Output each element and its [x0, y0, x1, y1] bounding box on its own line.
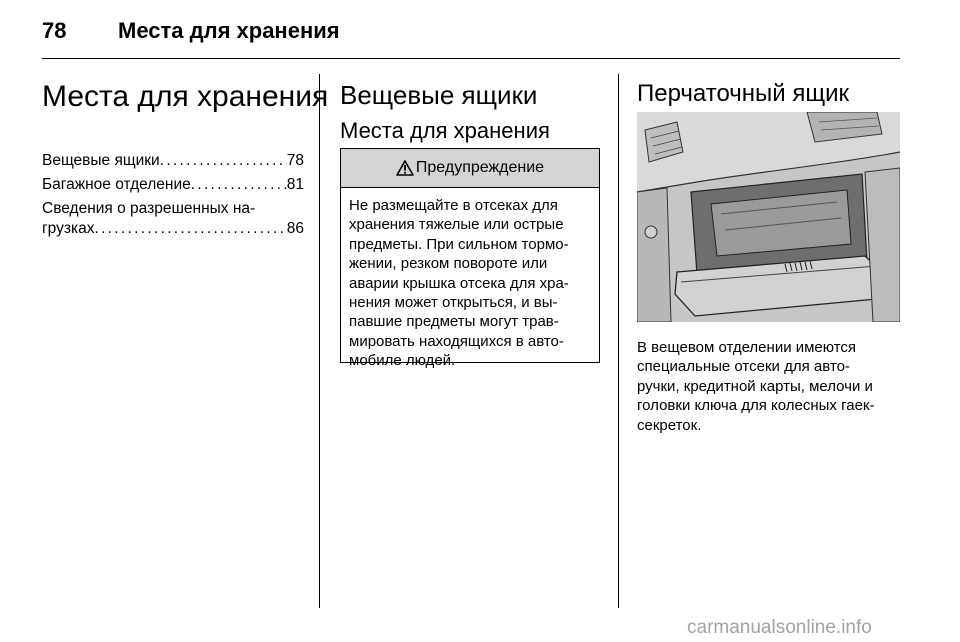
warning-line: павшие предметы могут трав- — [349, 313, 559, 331]
warning-line: предметы. При сильном тормо- — [349, 235, 569, 253]
running-header: Места для хранения — [118, 18, 340, 43]
toc-label: грузках — [42, 220, 95, 237]
section-title: Вещевые ящики — [340, 80, 538, 110]
warning-line: нения может открыться, и вы- — [349, 294, 558, 312]
toc-page-number: 78 — [286, 152, 304, 169]
warning-box — [340, 148, 600, 370]
watermark: carmanualsonline.info — [687, 617, 872, 638]
toc-label: Багажное отделение — [42, 176, 191, 193]
toc-label-line: Сведения о разрешенных на- — [42, 200, 256, 217]
body-line: головки ключа для колесных гаек- — [637, 397, 875, 415]
column-divider-2 — [618, 74, 619, 608]
body-text — [637, 338, 905, 435]
warning-line: хранения тяжелые или острые — [349, 216, 564, 234]
header-rule — [42, 58, 900, 59]
body-line: ручки, кредитной карты, мелочи и — [637, 377, 873, 395]
body-line: секреток. — [637, 416, 702, 434]
warning-title: Предупреждение — [415, 159, 545, 176]
chapter-title: Места для хранения — [42, 80, 329, 113]
section-title: Перчаточный ящик — [637, 80, 850, 107]
page-number: 78 — [42, 18, 67, 43]
toc-page-number: 81 — [286, 176, 304, 193]
warning-line: мировать находящихся в авто- — [349, 332, 564, 350]
toc-leader-dots — [94, 219, 286, 239]
warning-line: мобиле людей. — [349, 352, 456, 370]
warning-line: аварии крышка отсека для хра- — [349, 274, 569, 292]
toc-entry[interactable] — [42, 199, 304, 239]
body-line: В вещевом отделении имеются — [637, 339, 857, 356]
warning-header — [341, 149, 599, 188]
table-of-contents — [42, 151, 304, 243]
warning-text — [341, 188, 599, 371]
column-divider-1 — [319, 74, 320, 608]
toc-entry[interactable] — [42, 151, 304, 171]
toc-entry[interactable] — [42, 175, 304, 195]
toc-leader-dots — [191, 175, 287, 195]
warning-line: жении, резком повороте или — [349, 255, 548, 273]
glovebox-illustration — [637, 112, 900, 322]
toc-label: Вещевые ящики — [42, 152, 160, 169]
section-subtitle: Места для хранения — [340, 118, 550, 143]
warning-line: Не размещайте в отсеках для — [349, 197, 558, 214]
body-line: специальные отсеки для авто- — [637, 358, 850, 376]
toc-page-number: 86 — [286, 220, 304, 237]
toc-leader-dots — [160, 151, 287, 171]
warning-triangle-icon — [396, 160, 414, 176]
